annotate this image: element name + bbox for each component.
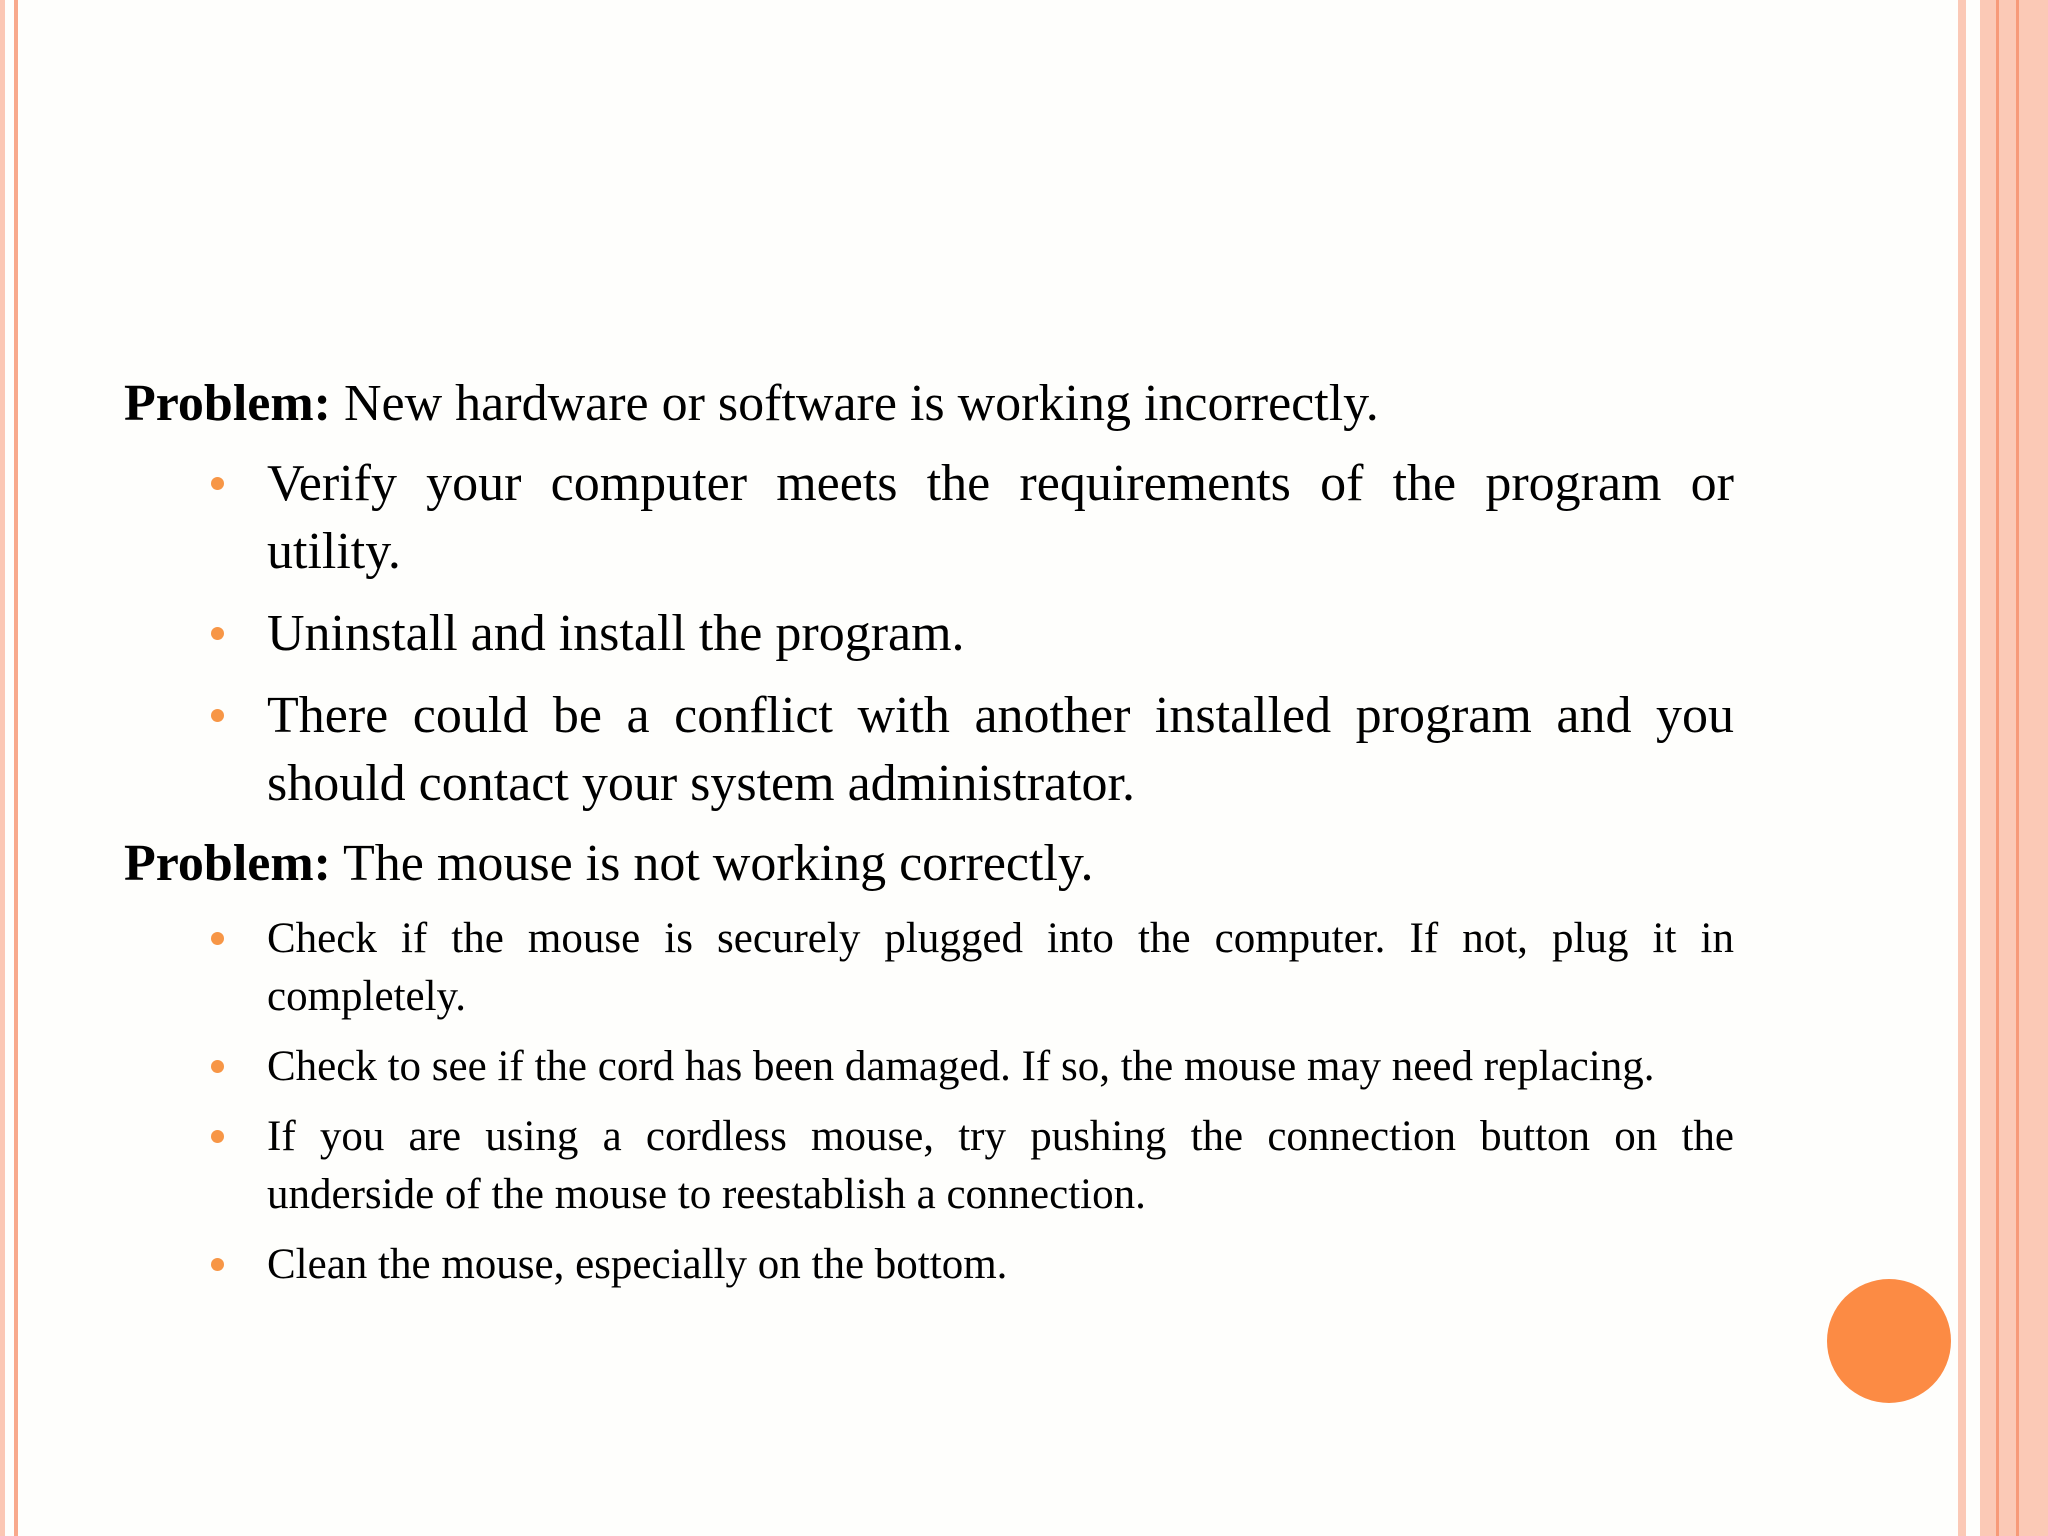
right-border-line xyxy=(2016,0,2019,1536)
right-border-line xyxy=(1996,0,1999,1536)
list-item-text: Check if the mouse is securely plugged into the computer. If not, plug it in completely. xyxy=(267,915,1734,1020)
list-item-text: Verify your computer meets the requirements of the program or utility. xyxy=(267,455,1734,580)
list-item xyxy=(124,1108,1734,1224)
list-item xyxy=(124,600,1734,668)
decorative-orange-circle xyxy=(1827,1279,1951,1403)
problem-heading-mouse xyxy=(124,832,1756,896)
list-item xyxy=(124,682,1734,818)
bullet-icon xyxy=(211,709,224,722)
bullet-icon xyxy=(211,1060,224,1073)
right-border-gap xyxy=(1966,0,1980,1536)
problem-label: Problem: xyxy=(124,835,331,892)
bullet-icon xyxy=(211,1130,224,1143)
list-item-text: There could be a conflict with another installed program and you should contact your system administrator. xyxy=(267,687,1734,812)
bullet-icon xyxy=(211,932,224,945)
list-item-text: If you are using a cordless mouse, try pushing the connection button on the underside of the mouse to reestablish a connection. xyxy=(267,1113,1734,1218)
list-item-text: Check to see if the cord has been damaged. If so, the mouse may need replacing. xyxy=(267,1043,1655,1090)
mouse-solution-list xyxy=(124,910,1756,1294)
list-item xyxy=(124,910,1734,1026)
bullet-icon xyxy=(211,627,224,640)
problem-text: The mouse is not working correctly. xyxy=(330,835,1094,892)
problem-heading-hardware xyxy=(124,372,1756,436)
hardware-solution-list xyxy=(124,450,1756,818)
list-item xyxy=(124,1038,1734,1096)
left-border-inner xyxy=(14,0,18,1536)
list-item xyxy=(124,1236,1734,1294)
problem-text: New hardware or software is working incorrectly. xyxy=(330,375,1379,432)
slide-content xyxy=(124,372,1756,1306)
list-item-text: Clean the mouse, especially on the bottom. xyxy=(267,1241,1008,1288)
list-item-text: Uninstall and install the program. xyxy=(267,605,965,662)
bullet-icon xyxy=(211,1258,224,1271)
problem-label: Problem: xyxy=(124,375,331,432)
bullet-icon xyxy=(211,477,224,490)
list-item xyxy=(124,450,1734,586)
left-border-outer xyxy=(0,0,5,1536)
